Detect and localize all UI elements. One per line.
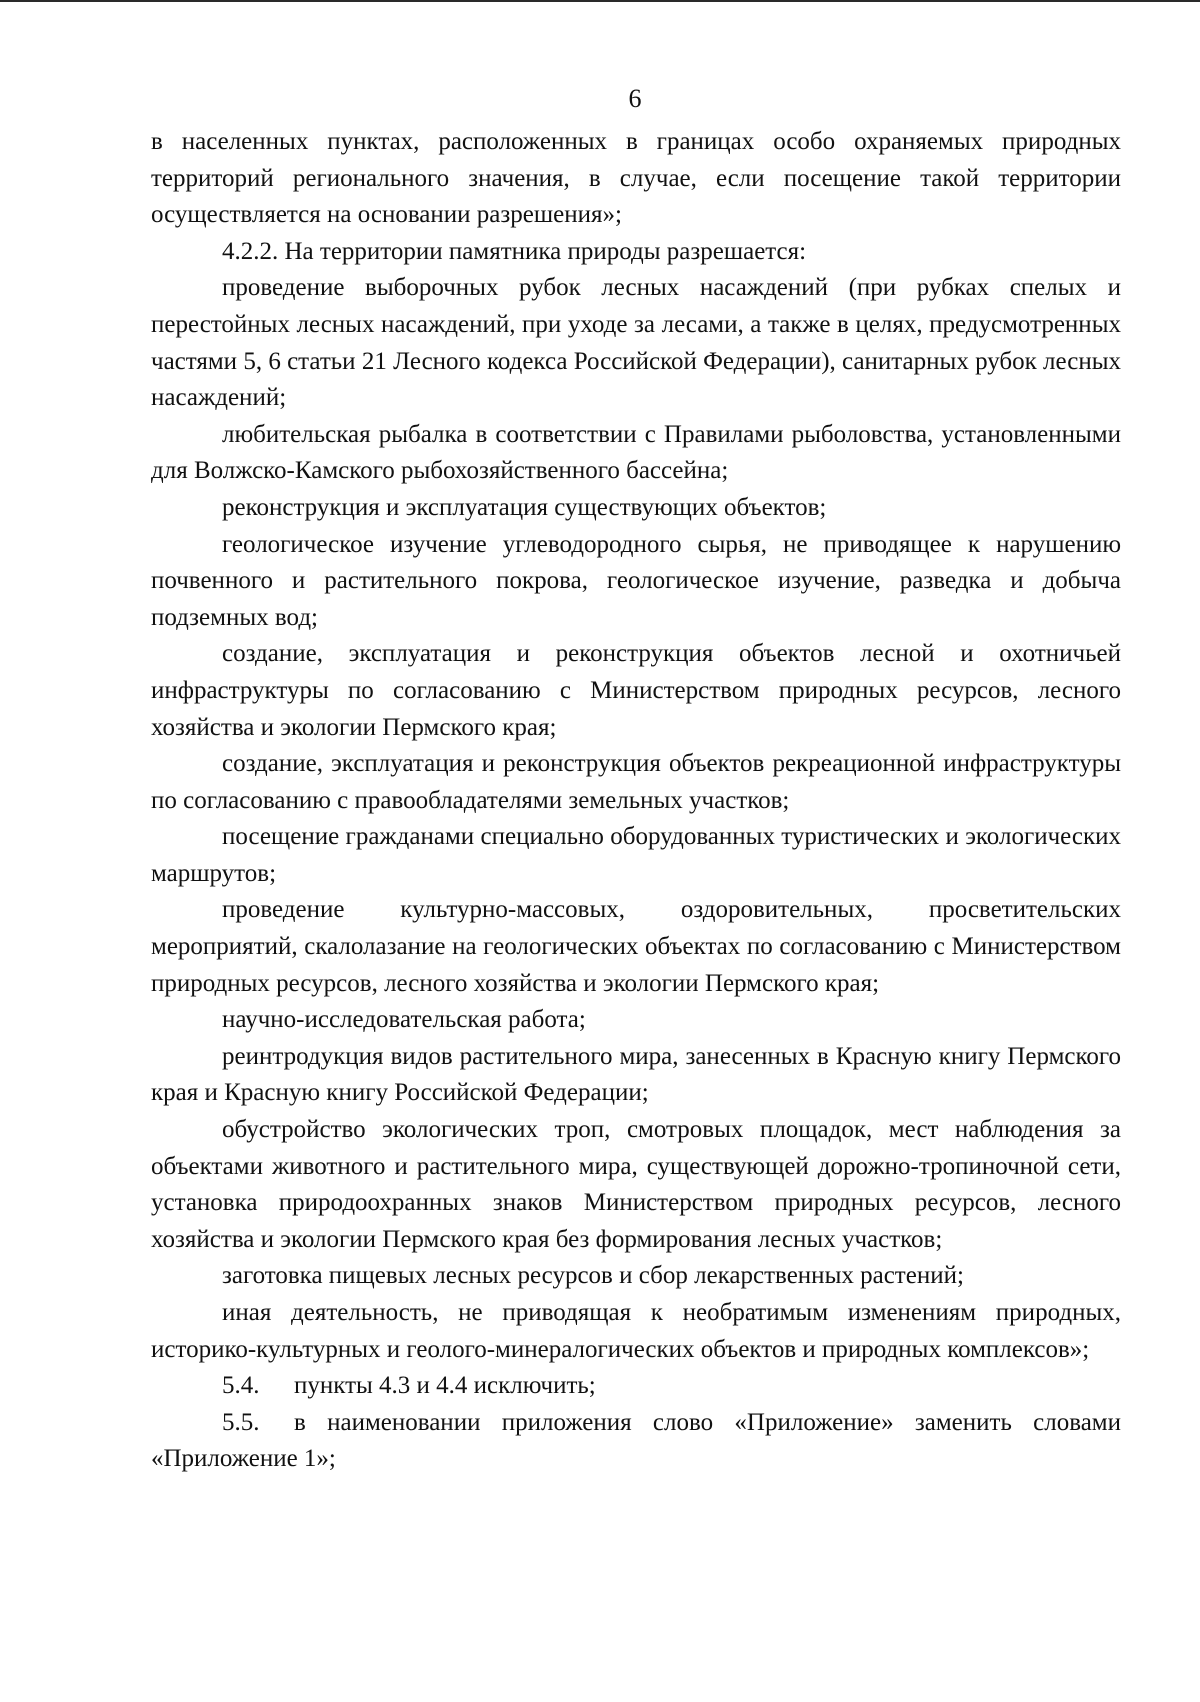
item-number: 5.4. [222, 1372, 260, 1400]
paragraph-reconstruction: реконструкция и эксплуатация существующих объектов; [222, 493, 827, 521]
paragraph-trails: обустройство экологических троп, смотровых площадок, мест наблюдения за объектами животного и растительного мира, существующей дорожно-тропиночной сети, установка природоохранных знаков Министерством природных ресурсов, лесного хозяйства и экологии Пермского края без формирования лесных участков; [151, 1116, 1121, 1253]
scan-top-edge [0, 0, 1200, 2]
paragraph-harvesting: заготовка пищевых лесных ресурсов и сбор лекарственных растений; [222, 1262, 964, 1290]
page-number: 6 [628, 84, 642, 113]
paragraph-research: научно-исследовательская работа; [222, 1006, 586, 1034]
paragraph-geology: геологическое изучение углеводородного сырья, не приводящее к нарушению почвенного и растительного покрова, геологическое изучение, разведка и добыча подземных вод; [151, 530, 1121, 631]
paragraph-section-4-2-2: 4.2.2. На территории памятника природы разрешается: [222, 237, 807, 265]
list-item-5-4 [151, 1368, 1121, 1405]
paragraph-fishing: любительская рыбалка в соответствии с Правилами рыболовства, установленными для Волжско-Камского рыбохозяйственного бассейна; [151, 420, 1121, 485]
paragraph-events: проведение культурно-массовых, оздоровительных, просветительских мероприятий, скалолазание на геологических объектах по согласованию с Министерством природных ресурсов, лесного хозяйства и экологии Пермского края; [151, 896, 1121, 997]
item-text: пункты 4.3 и 4.4 исключить; [294, 1372, 596, 1400]
paragraph-forest-infrastructure: создание, эксплуатация и реконструкция объектов лесной и охотничьей инфраструктуры по согласованию с Министерством природных ресурсов, лесного хозяйства и экологии Пермского края; [151, 640, 1121, 741]
item-text: в наименовании приложения слово «Приложение» заменить словами «Приложение 1»; [151, 1408, 1121, 1473]
list-item-5-5 [151, 1405, 1121, 1478]
paragraph-recreation-infrastructure: создание, эксплуатация и реконструкция объектов рекреационной инфраструктуры по согласованию с правообладателями земельных участков; [151, 750, 1121, 814]
document-body [151, 124, 1121, 1478]
paragraph-continuation: в населенных пунктах, расположенных в границах особо охраняемых природных территорий регионального значения, в случае, если посещение такой территории осуществляется на основании разрешения»; [151, 128, 1121, 229]
paragraph-reintroduction: реинтродукция видов растительного мира, занесенных в Красную книгу Пермского края и Красную книгу Российской Федерации; [151, 1042, 1121, 1107]
paragraph-other-activity: иная деятельность, не приводящая к необратимым изменениям природных, историко-культурных и геолого-минералогических объектов и природных комплексов»; [151, 1299, 1121, 1363]
item-number: 5.5. [222, 1408, 260, 1436]
paragraph-routes: посещение гражданами специально оборудованных туристических и экологических маршрутов; [151, 823, 1121, 887]
paragraph-logging: проведение выборочных рубок лесных насаждений (при рубках спелых и перестойных лесных насаждений, при уходе за лесами, а также в целях, предусмотренных частями 5, 6 статьи 21 Лесного кодекса Российской Федерации), санитарных рубок лесных насаждений; [151, 274, 1121, 412]
